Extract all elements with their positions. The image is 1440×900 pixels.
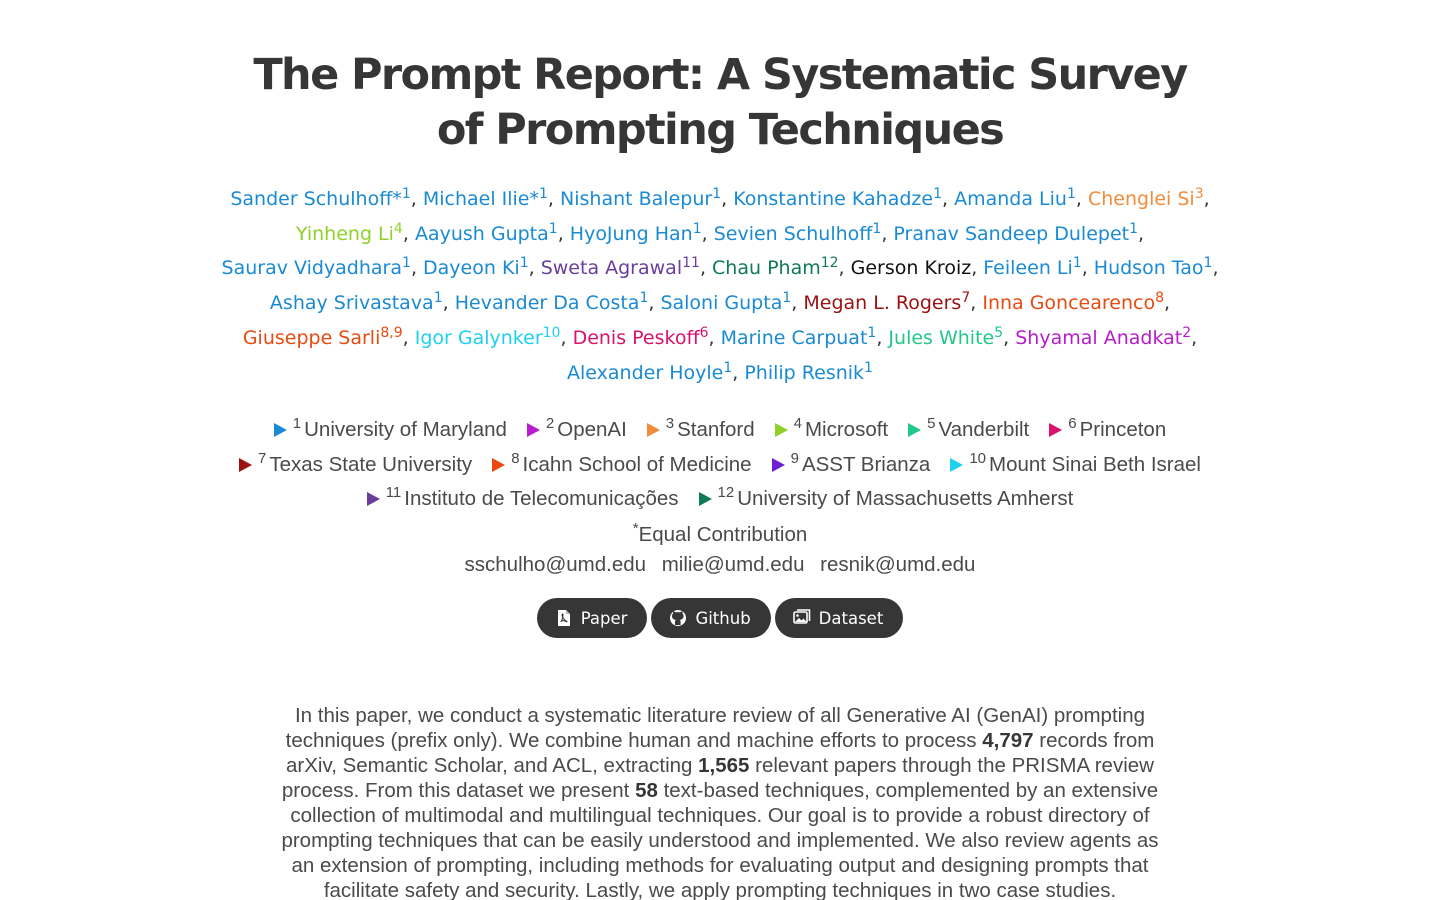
- affiliation-number: 4: [793, 415, 802, 432]
- author-affiliation-marker: 1: [402, 255, 411, 272]
- affiliation-item: [274, 413, 507, 448]
- author-link[interactable]: Shyamal Anadkat: [1015, 326, 1183, 349]
- author-link[interactable]: Inna Goncearenco: [982, 292, 1156, 315]
- author-link[interactable]: Saurav Vidyadhara: [221, 257, 403, 280]
- author-affiliation-marker: 11: [682, 255, 700, 272]
- author-affiliation-marker: 1: [692, 220, 702, 237]
- email-link[interactable]: milie@umd.edu: [661, 553, 805, 576]
- affiliation-name: Stanford: [677, 418, 755, 441]
- abstract-text: In this paper, we conduct a systematic literature review of all Generative AI (GenAI) prompting techniques (prefix only). We combine human and machine efforts to process 4,797 records from arXiv, Semantic Scholar, and ACL, extracting 1,565 relevant papers through the PRISMA review process. From this dataset we present 58 text-based techniques, complemented by an extensive collection of multimodal and multilingual techniques. Our goal is to provide a robust directory of prompting techniques that can be easily understood and implemented. We also review agents as an extension of prompting, including methods for evaluating output and designing prompts that facilitate safety and security. Lastly, we apply prompting techniques in two case studies.: [281, 704, 1159, 900]
- affiliation-number: 9: [790, 449, 799, 467]
- techniques-count: 58: [635, 779, 658, 802]
- author-link[interactable]: Alexander Hoyle: [567, 361, 724, 384]
- triangle-bullet-icon: [527, 423, 540, 437]
- affiliation-number: 5: [927, 415, 936, 432]
- affiliation-number: 3: [665, 415, 675, 432]
- email-link[interactable]: sschulho@umd.edu: [464, 553, 647, 576]
- author-link[interactable]: Sevien Schulhoff: [713, 222, 873, 245]
- email-list: [0, 548, 1440, 582]
- triangle-bullet-icon: [239, 458, 252, 472]
- author-link[interactable]: Konstantine Kahadze: [733, 188, 934, 210]
- affiliation-item: [772, 448, 931, 483]
- affiliation-number: 7: [258, 449, 267, 467]
- author-link[interactable]: Hevander Da Costa: [454, 292, 640, 315]
- author-link[interactable]: Aayush Gupta: [414, 222, 549, 245]
- affiliation-item: [699, 482, 1074, 517]
- affiliation-number: 2: [545, 415, 555, 432]
- github-icon: [669, 609, 687, 627]
- affiliation-number: 10: [969, 449, 987, 467]
- paper-button-label: Paper: [580, 608, 628, 628]
- affiliation-list: [200, 413, 1240, 517]
- pdf-file-icon: [555, 609, 573, 627]
- author-link[interactable]: Amanda Liu: [954, 188, 1067, 210]
- triangle-bullet-icon: [1049, 423, 1062, 437]
- triangle-bullet-icon: [492, 458, 505, 472]
- author-affiliation-marker: 1: [1072, 255, 1082, 272]
- page-title: The Prompt Report: A Systematic Survey of Prompting Techniques: [253, 50, 1187, 155]
- author-link[interactable]: Ashay Srivastava: [269, 292, 434, 315]
- author-affiliation-marker: 2: [1182, 324, 1192, 341]
- author-link[interactable]: Michael Ilie*: [422, 188, 539, 210]
- author-affiliation-marker: 10: [542, 324, 561, 341]
- author-link[interactable]: Sander Schulhoff*: [230, 188, 402, 210]
- author-affiliation-marker: 8: [1155, 290, 1165, 307]
- affiliation-item: [527, 413, 627, 448]
- author-affiliation-marker: 5: [994, 324, 1004, 341]
- affiliation-item: [950, 448, 1201, 483]
- email-link[interactable]: resnik@umd.edu: [820, 553, 976, 576]
- author-link[interactable]: Yinheng Li: [295, 222, 394, 245]
- author-affiliation-marker: 1: [639, 290, 649, 307]
- affiliation-name: Mount Sinai Beth Israel: [989, 452, 1201, 476]
- author-link[interactable]: Pranav Sandeep Dulepet: [893, 222, 1130, 245]
- author-affiliation-marker: 3: [1194, 186, 1204, 202]
- author-affiliation-marker: 1: [539, 186, 548, 202]
- equal-contribution-note: *Equal Contribution: [632, 520, 808, 546]
- author-link[interactable]: Feileen Li: [983, 257, 1073, 280]
- author-link[interactable]: Chenglei Si: [1087, 188, 1195, 210]
- author-affiliation-marker: 12: [820, 255, 839, 272]
- triangle-bullet-icon: [699, 492, 712, 506]
- paper-button[interactable]: [537, 598, 648, 638]
- author-affiliation-marker: 1: [933, 186, 943, 202]
- affiliation-number: 1: [292, 415, 302, 432]
- affiliation-name: OpenAI: [557, 418, 627, 441]
- images-icon: [793, 609, 811, 627]
- author-link[interactable]: Nishant Balepur: [560, 188, 713, 210]
- author-list: Sander Schulhoff*$^1$, Michael Ilie*$^1$, Nishant Balepur$^1$, Konstantine Kahadze$^1$, Amanda Liu$^1$, Chenglei Si$^3$, Yinheng Li$^4$, Aayush Gupta$^1$, HyoJung Han$^1$, Sevien Schulhoff$^1$, Pranav Sandeep Dulepet$^1$, Saurav Vidyadhara$^1$, Dayeon Ki$^1$, Sweta Agrawal$^{11}$, Chau Pham$^{12}$, Gerson Kroiz, Feileen Li$^1$, Hudson Tao$^1$, Ashay Srivastava$^1$, Hevander Da Costa$^1$, Saloni Gupta$^1$, Megan L. Rogers$^7$, Inna Goncearenco$^8$, Giuseppe Sarli$^{8,9}$, Igor Galynker$^{10}$, Denis Peskoff$^6$, Marine Carpuat$^1$, Jules White$^5$, Shyamal Anadkat$^2$, Alexander Hoyle$^1$, Philip Resnik$^1$: [221, 186, 1219, 384]
- author-affiliation-marker: 1: [548, 220, 558, 237]
- affiliation-item: [775, 413, 889, 448]
- dataset-button-label: Dataset: [818, 608, 884, 628]
- author-link[interactable]: Marine Carpuat: [720, 326, 868, 349]
- author-affiliation-marker: 1: [433, 290, 443, 307]
- author-affiliation-marker: 1: [872, 220, 882, 237]
- affiliation-number: 8: [511, 449, 520, 467]
- triangle-bullet-icon: [274, 423, 287, 437]
- github-button[interactable]: [651, 598, 770, 638]
- author-affiliation-marker: 1: [401, 186, 411, 202]
- dataset-button[interactable]: [775, 598, 904, 638]
- affiliation-item: [239, 448, 472, 483]
- author-link[interactable]: Denis Peskoff: [572, 326, 700, 349]
- affiliation-name: Princeton: [1079, 418, 1167, 441]
- triangle-bullet-icon: [908, 423, 921, 437]
- author-affiliation-marker: 1: [782, 290, 792, 307]
- author-link[interactable]: Saloni Gupta: [660, 292, 783, 315]
- author-link[interactable]: Igor Galynker: [414, 326, 543, 349]
- affiliation-item: [1049, 413, 1166, 448]
- affiliation-name: ASST Brianza: [801, 452, 931, 476]
- author-link[interactable]: Hudson Tao: [1093, 257, 1204, 280]
- author-affiliation-marker: 6: [699, 324, 709, 341]
- affiliation-number: 12: [717, 484, 735, 502]
- author-link[interactable]: Dayeon Ki: [423, 257, 520, 280]
- link-buttons: [0, 598, 1440, 638]
- affiliation-name: Instituto de Telecomunicações: [404, 487, 679, 511]
- affiliation-name: University of Massachusetts Amherst: [737, 487, 1074, 511]
- author-link[interactable]: Chau Pham: [712, 257, 821, 280]
- author-link[interactable]: Philip Resnik: [744, 361, 865, 384]
- affiliation-name: Microsoft: [804, 418, 889, 441]
- author-link[interactable]: Giuseppe Sarli: [242, 326, 381, 349]
- triangle-bullet-icon: [950, 458, 963, 472]
- author-affiliation-marker: 1: [867, 324, 877, 341]
- affiliation-name: Texas State University: [269, 452, 473, 476]
- affiliation-item: [908, 413, 1029, 448]
- affiliation-name: University of Maryland: [304, 418, 507, 441]
- author-affiliation-marker: 1: [723, 359, 733, 376]
- author-affiliation-marker: 1: [864, 359, 873, 376]
- author-affiliation-marker: 4: [393, 220, 403, 237]
- author-link[interactable]: Gerson Kroiz: [850, 257, 972, 280]
- author-affiliation-marker: 1: [712, 186, 722, 202]
- records-count: 4,797: [982, 729, 1034, 752]
- affiliation-number: 6: [1068, 415, 1077, 432]
- triangle-bullet-icon: [647, 423, 660, 437]
- github-button-label: Github: [695, 608, 751, 628]
- triangle-bullet-icon: [772, 458, 785, 472]
- author-affiliation-marker: 1: [1203, 255, 1213, 272]
- author-affiliation-marker: 8,9: [380, 324, 403, 341]
- author-link[interactable]: HyoJung Han: [569, 222, 693, 245]
- affiliation-name: Vanderbilt: [938, 418, 1030, 441]
- affiliation-name: Icahn School of Medicine: [522, 452, 752, 476]
- author-affiliation-marker: 1: [519, 255, 529, 272]
- author-link[interactable]: Megan L. Rogers: [803, 292, 962, 315]
- author-affiliation-marker: 7: [961, 290, 971, 307]
- triangle-bullet-icon: [775, 423, 788, 437]
- affiliation-item: [647, 413, 755, 448]
- author-link[interactable]: Sweta Agrawal: [540, 257, 683, 280]
- affiliation-item: [367, 482, 679, 517]
- author-affiliation-marker: 1: [1129, 220, 1139, 237]
- author-link[interactable]: Jules White: [888, 326, 995, 349]
- author-affiliation-marker: 1: [1066, 186, 1076, 202]
- affiliation-item: [492, 448, 751, 483]
- affiliation-number: 11: [385, 484, 402, 502]
- papers-count: 1,565: [698, 754, 750, 777]
- triangle-bullet-icon: [367, 492, 380, 506]
